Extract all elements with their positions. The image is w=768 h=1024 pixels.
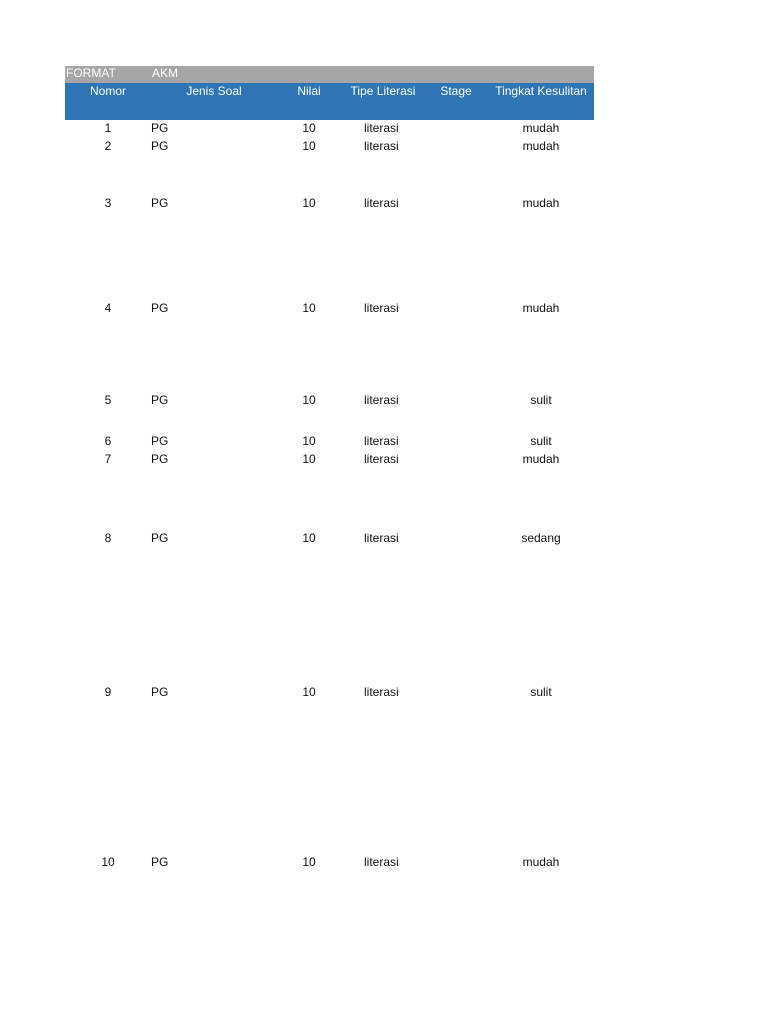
cell-nomor: 9 [104, 685, 112, 699]
table-row [0, 855, 768, 869]
cell-nilai: 10 [302, 685, 316, 699]
cell-jenis-soal: PG [151, 121, 169, 135]
header-nilai: Nilai [297, 84, 321, 98]
cell-tingkat-kesulitan: sulit [530, 685, 552, 699]
table-row [0, 685, 768, 699]
table-row [0, 452, 768, 466]
cell-tipe-literasi: literasi [364, 452, 399, 466]
cell-tipe-literasi: literasi [364, 434, 399, 448]
cell-nilai: 10 [302, 434, 316, 448]
format-value: AKM [152, 66, 179, 80]
cell-tingkat-kesulitan: mudah [522, 452, 560, 466]
cell-nomor: 8 [104, 531, 112, 545]
table-row [0, 121, 768, 135]
cell-tingkat-kesulitan: mudah [522, 139, 560, 153]
header-nomor: Nomor [89, 84, 126, 98]
cell-nilai: 10 [302, 531, 316, 545]
cell-tingkat-kesulitan: mudah [522, 855, 560, 869]
cell-tingkat-kesulitan: sulit [530, 393, 552, 407]
cell-jenis-soal: PG [151, 434, 169, 448]
format-label: FORMAT [66, 66, 116, 80]
cell-tipe-literasi: literasi [364, 685, 399, 699]
cell-jenis-soal: PG [151, 393, 169, 407]
cell-tingkat-kesulitan: mudah [522, 121, 560, 135]
cell-nomor: 5 [104, 393, 112, 407]
cell-nomor: 7 [104, 452, 112, 466]
header-jenis-soal: Jenis Soal [186, 84, 242, 98]
table-row [0, 196, 768, 210]
table-row [0, 531, 768, 545]
cell-nilai: 10 [302, 855, 316, 869]
cell-nilai: 10 [302, 196, 316, 210]
header-tipe-literasi: Tipe Literasi [350, 84, 416, 98]
cell-tingkat-kesulitan: sulit [530, 434, 552, 448]
cell-nomor: 1 [104, 121, 112, 135]
cell-tipe-literasi: literasi [364, 393, 399, 407]
cell-nomor: 2 [104, 139, 112, 153]
header-stage: Stage [440, 84, 472, 98]
cell-nomor: 6 [104, 434, 112, 448]
cell-tipe-literasi: literasi [364, 139, 399, 153]
cell-tingkat-kesulitan: mudah [522, 196, 560, 210]
cell-nomor: 10 [101, 855, 115, 869]
cell-jenis-soal: PG [151, 139, 169, 153]
cell-nilai: 10 [302, 121, 316, 135]
table-row [0, 139, 768, 153]
cell-tingkat-kesulitan: mudah [522, 301, 560, 315]
cell-jenis-soal: PG [151, 531, 169, 545]
cell-nilai: 10 [302, 452, 316, 466]
cell-tipe-literasi: literasi [364, 121, 399, 135]
cell-nilai: 10 [302, 301, 316, 315]
cell-nilai: 10 [302, 393, 316, 407]
table-row [0, 301, 768, 315]
header-tingkat-kesulitan: Tingkat Kesulitan [495, 84, 587, 98]
cell-tipe-literasi: literasi [364, 855, 399, 869]
cell-nomor: 4 [104, 301, 112, 315]
cell-tipe-literasi: literasi [364, 531, 399, 545]
cell-tipe-literasi: literasi [364, 196, 399, 210]
cell-jenis-soal: PG [151, 452, 169, 466]
cell-jenis-soal: PG [151, 685, 169, 699]
cell-tingkat-kesulitan: sedang [521, 531, 561, 545]
table-row [0, 434, 768, 448]
cell-nomor: 3 [104, 196, 112, 210]
cell-jenis-soal: PG [151, 196, 169, 210]
table-row [0, 393, 768, 407]
format-band [65, 66, 594, 83]
cell-nilai: 10 [302, 139, 316, 153]
cell-jenis-soal: PG [151, 301, 169, 315]
cell-jenis-soal: PG [151, 855, 169, 869]
cell-tipe-literasi: literasi [364, 301, 399, 315]
